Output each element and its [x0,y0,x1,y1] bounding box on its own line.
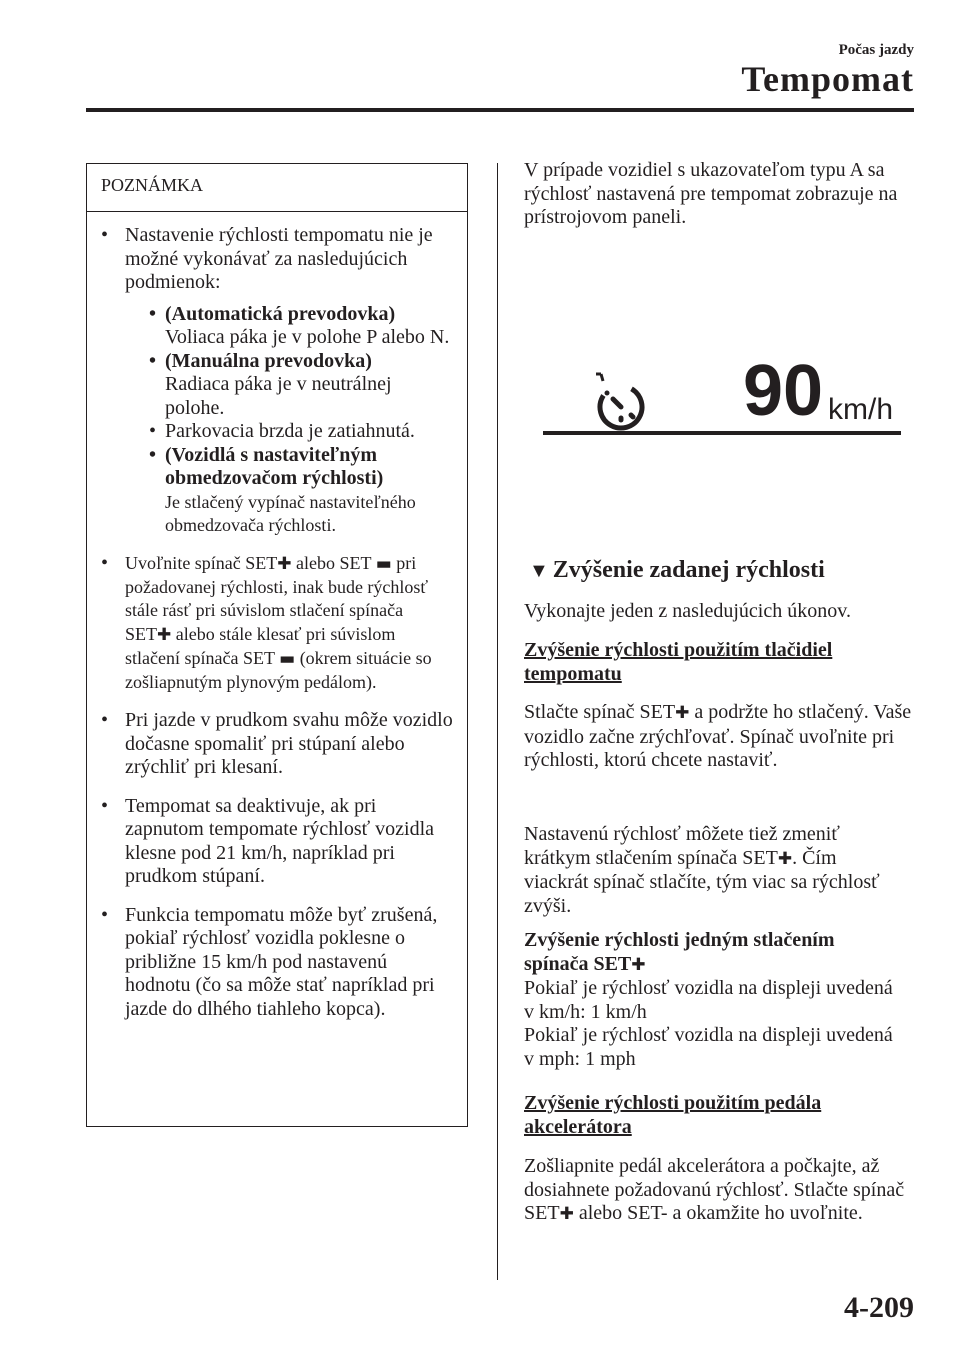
plus-icon: ✚ [777,848,793,869]
sub-item [125,420,453,444]
bullet: • [101,794,109,817]
bullet: • [101,224,109,246]
header-rule [86,108,914,112]
note-item-text: Nastavenie rýchlosti tempomatu nie je možné vykonávať za nasledujúcich podmienok: [125,224,433,293]
subheading: Zvýšenie rýchlosti použitím tlačidiel tempomatu [524,639,833,685]
sub-item-title: (Automatická prevodovka) [165,302,396,325]
speed-value: 90 [743,351,824,431]
bullet: • [149,302,157,325]
sub-item-title: (Manuálna prevodovka) [165,349,372,372]
sub-item-text: Je stlačený vypínač nastaviteľného obmedzovača rýchlosti. [165,491,416,535]
note-item-text: Tempomat sa deaktivuje, ak pri zapnutom tempomate rýchlosť vozidla klesne pod 21 km/h, napríklad pri prudkom stúpaní. [125,794,435,887]
cruise-speedometer-icon [591,371,653,433]
bullet: • [149,349,157,372]
page-title: Tempomat [741,59,914,99]
paragraph-line: Pokiaľ je rýchlosť vozidla na displeji uvedená v mph: 1 mph [524,1024,893,1070]
intro-paragraph: V prípade vozidiel s ukazovateľom typu A sa rýchlosť nastavená pre tempomat zobrazuje na prístrojovom paneli. [524,159,898,228]
note-item [101,709,453,780]
sub-item-text: Voliaca páka je v polohe P alebo N. [165,326,450,348]
sub-item [125,303,453,350]
note-item [101,904,453,1022]
paragraph: Stlačte spínač SET✚ a podržte ho stlačený. Vaše vozidlo začne zrýchľovať. Spínač uvoľnite pri rýchlosti, ktorú chcete nastaviť. [524,701,912,771]
note-item-text: Pri jazde v prudkom svahu môže vozidlo dočasne spomaliť pri stúpaní alebo zrýchliť pri klesaní. [125,709,453,778]
plus-icon: ✚ [675,703,690,723]
note-item [101,552,453,695]
speed-display [543,351,901,435]
speed-unit: km/h [828,393,894,426]
bullet: • [149,443,157,466]
note-item-text: Funkcia tempomatu môže byť zrušená, pokiaľ rýchlosť vozidla poklesne o približne 15 km/h pod nastavenú hodnotu (čo sa môže stať napríklad pri jazde do dlhého tiahleho kopca). [125,903,438,1020]
subheading: Zvýšenie rýchlosti použitím pedála akcelerátora [524,1092,822,1138]
note-item-text: Uvoľnite spínač SET✚ alebo SET ▬ pri požadovanej rýchlosti, inak bude rýchlosť stále rásť pri súvislom stlačení spínača SET✚ alebo stále klesať pri súvislom stlačení spínača SET ▬ (okrem situácie so zošliapnutým plynovým pedálom). [125,552,432,692]
note-item [101,224,453,537]
note-heading: POZNÁMKA [87,164,467,212]
note-box [86,163,468,1127]
minus-icon: ▬ [375,553,392,574]
lead-paragraph: Vykonajte jeden z nasledujúcich úkonov. [524,600,851,622]
plus-icon: ✚ [559,1204,574,1224]
sub-item-title: (Vozidlá s nastaviteľným obmedzovačom rýchlosti) [165,443,384,489]
section-label: Počas jazdy [838,42,914,58]
page-number: 4-209 [844,1291,914,1324]
paragraph: Nastavenú rýchlosť môžete tiež zmeniť krátkym stlačením spínača SET✚. Čím viackrát spínač stlačíte, tým viac sa rýchlosť zvýši. [524,823,880,917]
paragraph-line: Pokiaľ je rýchlosť vozidla na displeji uvedená v km/h: 1 km/h [524,977,893,1023]
display-rule [543,431,901,435]
paragraph [524,929,894,1071]
bullet: • [149,420,157,442]
minus-icon: ▬ [279,648,296,669]
plus-icon: ✚ [631,954,646,975]
plus-icon: ✚ [157,624,172,645]
note-body [87,212,467,1021]
sub-item-text: Radiaca páka je v neutrálnej polohe. [165,373,392,419]
sub-item [125,350,453,421]
plus-icon: ✚ [277,553,292,574]
bullet: • [101,551,109,574]
paragraph: Zošliapnite pedál akcelerátora a počkajte, až dosiahnete požadovanú rýchlosť. Stlačte spínač SET✚ alebo SET- a okamžite ho uvoľnite. [524,1155,905,1224]
note-item [101,795,453,889]
sub-item-text: Parkovacia brzda je zatiahnutá. [165,420,415,442]
bullet: • [101,903,109,926]
column-divider [497,163,498,1280]
paragraph-bold: Zvýšenie rýchlosti jedným stlačením spínača SET✚ [524,929,835,975]
triangle-down-icon: ▼ [529,560,549,582]
bullet: • [101,709,109,731]
section-heading: ▼ Zvýšenie zadanej rýchlosti [529,557,825,583]
sub-item [125,444,453,537]
